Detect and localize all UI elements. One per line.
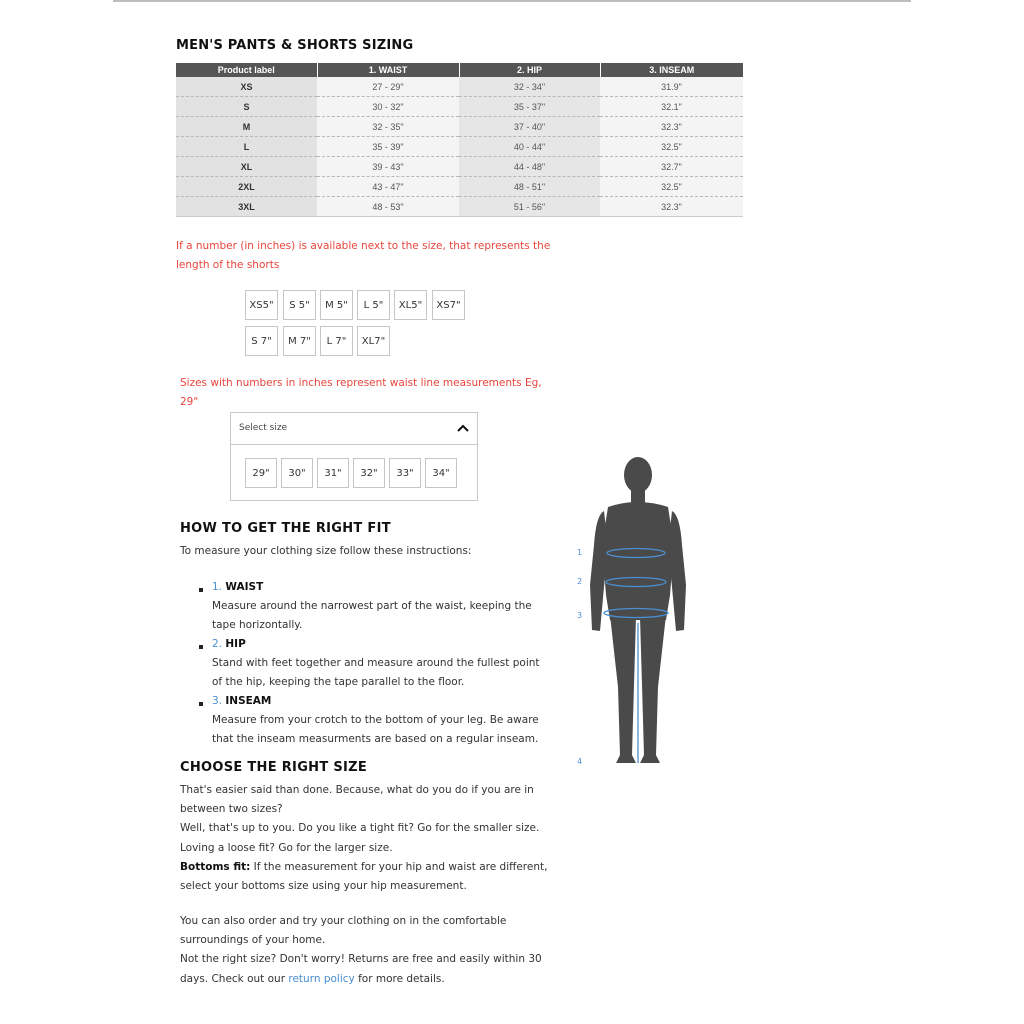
size-option-l5[interactable]: L 5" bbox=[357, 290, 390, 320]
header-waist: 1. WAIST bbox=[317, 63, 459, 77]
inseam-cell: 31.9" bbox=[600, 77, 743, 97]
table-row bbox=[176, 197, 743, 217]
size-label: XS bbox=[176, 77, 317, 97]
select-size-label: Select size bbox=[239, 423, 288, 433]
text-line: tape horizontally. bbox=[212, 619, 303, 632]
waist-item-text bbox=[212, 597, 532, 635]
size-option-m7[interactable]: M 7" bbox=[283, 326, 316, 356]
header-hip: 2. HIP bbox=[459, 63, 600, 77]
inseam-cell: 32.5" bbox=[600, 137, 743, 157]
text-line: between two sizes? bbox=[180, 803, 283, 816]
size-option-xs7[interactable]: XS7" bbox=[432, 290, 465, 320]
order-text bbox=[180, 912, 542, 989]
table-row bbox=[176, 97, 743, 117]
size-label: M bbox=[176, 117, 317, 137]
waist-option-29[interactable]: 29" bbox=[245, 458, 277, 488]
choose-text bbox=[180, 781, 547, 896]
waist-option-31[interactable]: 31" bbox=[317, 458, 349, 488]
size-select-dropdown[interactable] bbox=[231, 413, 477, 445]
inseam-item-text bbox=[212, 711, 539, 749]
waist-cell: 35 - 39" bbox=[317, 137, 459, 157]
table-header-row bbox=[176, 63, 743, 77]
size-label: 2XL bbox=[176, 177, 317, 197]
inseam-cell: 32.3" bbox=[600, 117, 743, 137]
size-label: S bbox=[176, 97, 317, 117]
figure-label-3: 3 bbox=[577, 611, 583, 620]
top-divider bbox=[113, 0, 911, 2]
waist-cell: 32 - 35" bbox=[317, 117, 459, 137]
size-select-panel bbox=[230, 412, 478, 501]
header-product-label: Product label bbox=[176, 63, 317, 77]
text-line: days. Check out our bbox=[180, 972, 289, 985]
hip-cell: 37 - 40" bbox=[459, 117, 600, 137]
size-option-s5[interactable]: S 5" bbox=[283, 290, 316, 320]
fit-intro: To measure your clothing size follow these instructions: bbox=[180, 545, 472, 557]
note-line: length of the shorts bbox=[176, 259, 280, 271]
size-option-xs5[interactable]: XS5" bbox=[245, 290, 278, 320]
body-measurement-figure bbox=[570, 455, 700, 775]
bullet-icon bbox=[199, 588, 203, 592]
note-line: Sizes with numbers in inches represent waist line measurements Eg, bbox=[180, 377, 542, 389]
waist-cell: 30 - 32" bbox=[317, 97, 459, 117]
size-option-xl7[interactable]: XL7" bbox=[357, 326, 390, 356]
size-option-s7[interactable]: S 7" bbox=[245, 326, 278, 356]
waist-cell: 48 - 53" bbox=[317, 197, 459, 217]
return-policy-link[interactable]: return policy bbox=[288, 972, 355, 985]
choose-heading: CHOOSE THE RIGHT SIZE bbox=[180, 760, 368, 775]
size-option-xl5[interactable]: XL5" bbox=[394, 290, 427, 320]
header-inseam: 3. INSEAM bbox=[600, 63, 743, 77]
hip-cell: 44 - 48" bbox=[459, 157, 600, 177]
text-line: That's easier said than done. Because, what do you do if you are in bbox=[180, 784, 534, 796]
table-row bbox=[176, 157, 743, 177]
text-line: Not the right size? Don't worry! Returns are free and easily within 30 bbox=[180, 953, 542, 966]
size-table bbox=[176, 63, 743, 217]
table-row bbox=[176, 77, 743, 97]
return-policy-line bbox=[180, 970, 542, 989]
inseam-item-title bbox=[212, 692, 271, 711]
item-number: 1. bbox=[212, 581, 223, 593]
text-line: Stand with feet together and measure around the fullest point bbox=[212, 657, 540, 669]
size-option-m5[interactable]: M 5" bbox=[320, 290, 353, 320]
text-line: You can also order and try your clothing on in the comfortable bbox=[180, 915, 507, 927]
waist-option-33[interactable]: 33" bbox=[389, 458, 421, 488]
size-option-l7[interactable]: L 7" bbox=[320, 326, 353, 356]
table-row bbox=[176, 177, 743, 197]
note-line: 29" bbox=[180, 396, 199, 408]
size-label: L bbox=[176, 137, 317, 157]
inseam-cell: 32.1" bbox=[600, 97, 743, 117]
fit-heading: HOW TO GET THE RIGHT FIT bbox=[180, 521, 391, 536]
text-line: Well, that's up to you. Do you like a tight fit? Go for the smaller size. bbox=[180, 822, 540, 835]
waist-cell: 39 - 43" bbox=[317, 157, 459, 177]
note-line: If a number (in inches) is available next to the size, that represents the bbox=[176, 240, 551, 252]
hip-cell: 40 - 44" bbox=[459, 137, 600, 157]
figure-label-2: 2 bbox=[577, 577, 583, 586]
hip-cell: 51 - 56" bbox=[459, 197, 600, 217]
text-line: for more details. bbox=[354, 972, 445, 985]
bullet-icon bbox=[199, 702, 203, 706]
inseam-cell: 32.5" bbox=[600, 177, 743, 197]
text-line: Measure around the narrowest part of the waist, keeping the bbox=[212, 600, 532, 612]
bottoms-fit-label: Bottoms fit: bbox=[180, 860, 251, 873]
waist-cell: 43 - 47" bbox=[317, 177, 459, 197]
bottoms-fit-line bbox=[180, 858, 547, 877]
inseam-cell: 32.3" bbox=[600, 197, 743, 217]
text-line: of the hip, keeping the tape parallel to the floor. bbox=[212, 676, 465, 689]
item-number: 2. bbox=[212, 638, 223, 650]
chevron-up-icon[interactable] bbox=[457, 423, 469, 433]
bullet-icon bbox=[199, 645, 203, 649]
page-title: MEN'S PANTS & SHORTS SIZING bbox=[176, 38, 414, 53]
waist-option-34[interactable]: 34" bbox=[425, 458, 457, 488]
item-title: INSEAM bbox=[225, 695, 272, 707]
waist-item-title bbox=[212, 578, 263, 597]
size-label: XL bbox=[176, 157, 317, 177]
inseam-cell: 32.7" bbox=[600, 157, 743, 177]
waist-option-32[interactable]: 32" bbox=[353, 458, 385, 488]
table-row bbox=[176, 117, 743, 137]
hip-item-title bbox=[212, 635, 246, 654]
size-label: 3XL bbox=[176, 197, 317, 217]
hip-item-text bbox=[212, 654, 540, 692]
text-line: If the measurement for your hip and waist are different, bbox=[250, 860, 548, 873]
item-number: 3. bbox=[212, 695, 223, 707]
item-title: WAIST bbox=[225, 581, 264, 593]
item-title: HIP bbox=[225, 638, 246, 650]
waist-option-30[interactable]: 30" bbox=[281, 458, 313, 488]
hip-cell: 35 - 37" bbox=[459, 97, 600, 117]
text-line: Loving a loose fit? Go for the larger size. bbox=[180, 841, 393, 854]
text-line: select your bottoms size using your hip measurement. bbox=[180, 880, 467, 893]
table-row bbox=[176, 137, 743, 157]
waist-cell: 27 - 29" bbox=[317, 77, 459, 97]
hip-cell: 32 - 34" bbox=[459, 77, 600, 97]
text-line: that the inseam measurments are based on a regular inseam. bbox=[212, 733, 539, 746]
text-line: Measure from your crotch to the bottom of your leg. Be aware bbox=[212, 714, 539, 726]
hip-cell: 48 - 51" bbox=[459, 177, 600, 197]
waist-measurement-note bbox=[180, 374, 542, 412]
text-line: surroundings of your home. bbox=[180, 934, 326, 947]
shorts-length-note bbox=[176, 237, 550, 275]
figure-label-4: 4 bbox=[577, 757, 583, 766]
figure-label-1: 1 bbox=[577, 548, 583, 557]
